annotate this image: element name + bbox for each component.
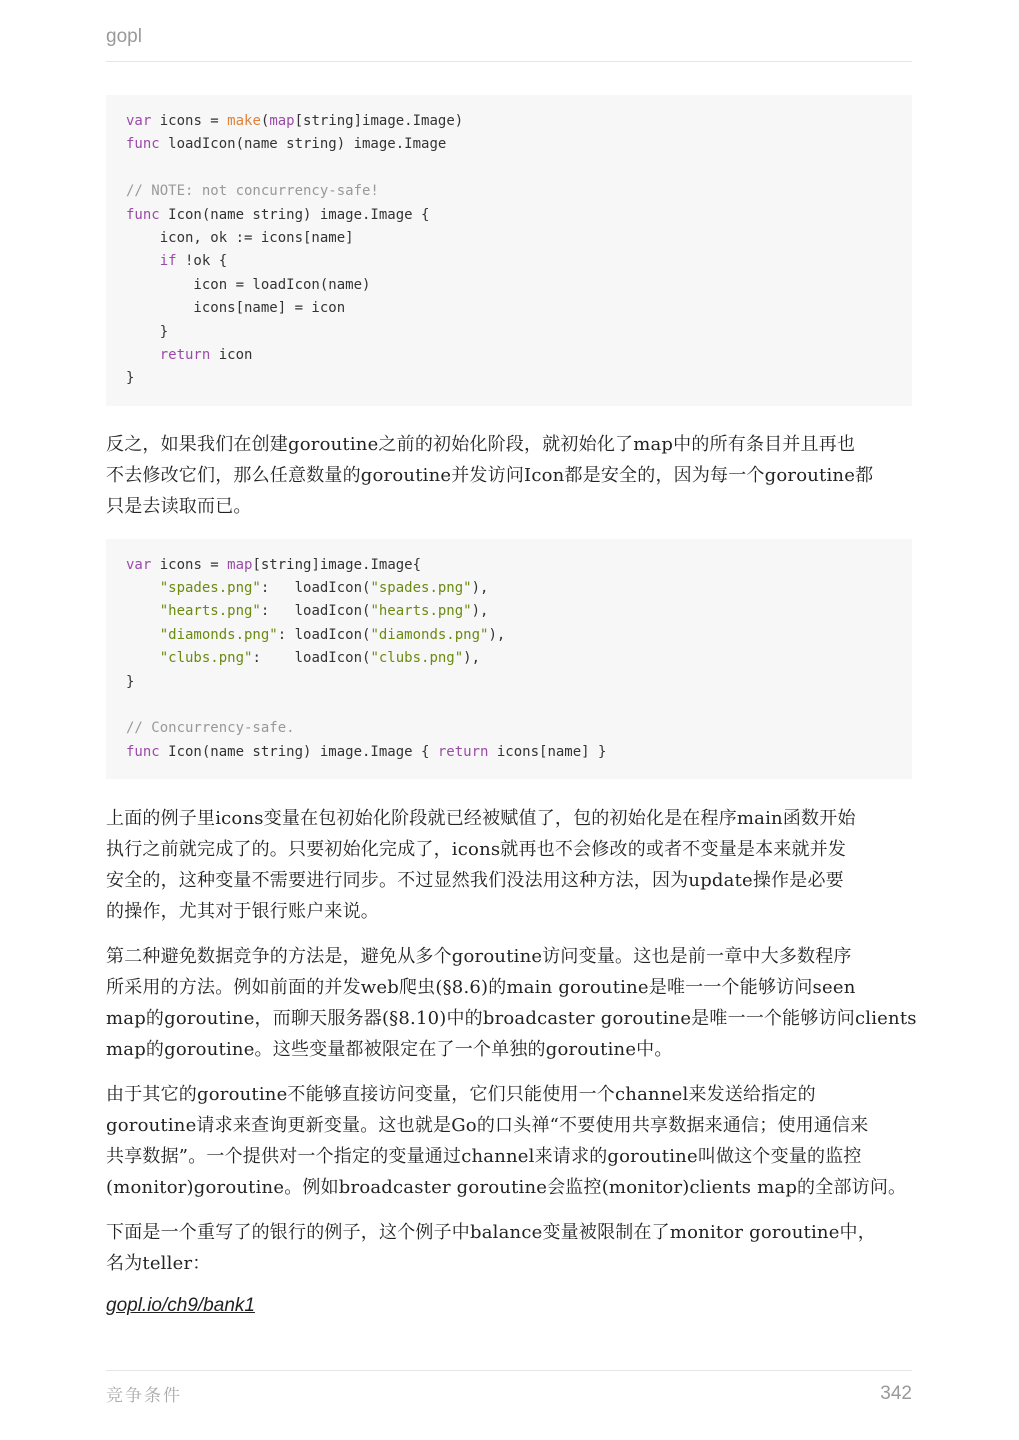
text-line: 只是去读取而已。 [106,495,252,517]
text-line: 不去修改它们，那么任意数量的goroutine并发访问Icon都是安全的，因为每一个goroutine都 [106,464,874,486]
code-line [126,741,892,764]
code-text [126,627,160,643]
code-text: } [126,370,135,387]
code-line [126,297,892,320]
code-text [126,253,160,269]
code-text: : loadIcon( [260,603,371,620]
paragraph-monitor-goroutine [106,1079,912,1203]
paragraph-bank-example [106,1217,912,1279]
code-block-icons-unsafe [106,95,912,406]
code-string: "diamonds.png" [370,626,489,643]
code-comment: // NOTE: not concurrency-safe! [126,183,379,200]
code-line [126,321,892,344]
text-line: 上面的例子里icons变量在包初始化阶段就已经被赋值了，包的初始化是在程序main函数开始 [106,808,856,830]
code-text: ), [471,580,489,597]
text-line: 名为teller： [106,1253,211,1275]
code-keyword: func [126,136,160,153]
source-link[interactable]: gopl.io/ch9/bank1 [106,1295,255,1317]
code-keyword: return [437,743,489,760]
code-keyword: var [126,556,152,573]
code-line [126,600,892,623]
code-line [126,344,892,367]
code-string: "hearts.png" [159,603,261,620]
text-line: 由于其它的goroutine不能够直接访问变量，它们只能使用一个channel来发送给指定的 [106,1084,816,1106]
code-line [126,577,892,600]
text-line: 反之，如果我们在创建goroutine之前的初始化阶段，就初始化了map中的所有条目并且再也 [106,433,856,455]
code-text: [string]image.Image{ [252,556,422,573]
code-keyword: func [126,206,160,223]
text-line: (monitor)goroutine。例如broadcaster goroutine会监控(monitor)clients map的全部访问。 [106,1177,907,1199]
text-line: map的goroutine，而聊天服务器(§8.10)中的broadcaster goroutine是唯一一个能够访问clients [106,1008,917,1030]
code-keyword: return [159,346,211,363]
code-string: "spades.png" [370,580,472,597]
code-line [126,647,892,670]
source-link-row [106,1295,912,1317]
paragraph-init-before-goroutine [106,429,912,522]
code-text: icon [210,346,253,363]
text-line: 执行之前就完成了的。只要初始化完成了，icons就再也不会修改的或者不变量是本来就并发 [106,839,847,861]
paragraph-avoid-multiple-goroutines [106,941,917,1065]
code-line [126,274,892,297]
chapter-name: 竞争条件 [106,1386,182,1406]
page-header [106,24,912,62]
text-line: 所采用的方法。例如前面的并发web爬虫(§8.6)的main goroutine是唯一一个能够访问seen [106,977,856,999]
code-text: ( [260,113,270,129]
code-text: icons = [151,556,228,573]
code-text: icon, ok := icons[name] [126,229,354,246]
page-content [106,95,917,1317]
code-keyword: var [126,113,152,129]
code-keyword: map [269,113,295,129]
code-string: "diamonds.png" [159,626,278,643]
code-line [126,671,892,694]
code-text [126,603,160,619]
page-number: 342 [880,1383,912,1404]
code-text [126,580,160,596]
text-line: goroutine请求来查询更新变量。这也就是Go的口头禅“不要使用共享数据来通信；使用通信来 [106,1115,869,1137]
code-text: ), [488,626,506,643]
text-line: 第二种避免数据竞争的方法是，避免从多个goroutine访问变量。这也是前一章中大多数程序 [106,946,852,968]
code-keyword: if [159,253,177,270]
code-comment: // Concurrency-safe. [126,720,295,737]
code-line [126,717,892,740]
code-line [126,367,892,390]
code-text: : loadIcon( [260,580,371,597]
page-footer [106,1370,912,1421]
code-text: !ok { [176,253,228,270]
code-text: Icon(name string) image.Image { [159,743,438,760]
code-text: : loadIcon( [252,650,371,667]
code-line [126,157,892,180]
code-line [126,227,892,250]
text-line: 共享数据”。一个提供对一个指定的变量通过channel来请求的goroutine叫做这个变量的监控 [106,1146,862,1168]
code-text [126,650,160,666]
paragraph-package-init [106,803,912,927]
code-line [126,694,892,717]
code-line [126,133,892,156]
code-text: icon = loadIcon(name) [126,276,371,293]
code-string: "clubs.png" [159,650,253,667]
code-text: icons[name] = icon [126,300,346,317]
code-line [126,250,892,273]
code-block-icons-safe [106,539,912,780]
code-text: ), [463,650,481,667]
code-keyword: func [126,743,160,760]
code-text: icons[name] } [488,743,607,760]
code-builtin: make [227,113,261,129]
code-line [126,624,892,647]
text-line: 下面是一个重写了的银行的例子，这个例子中balance变量被限制在了monitor goroutine中， [106,1222,876,1244]
text-line: 安全的，这种变量不需要进行同步。不过显然我们没法用这种方法，因为update操作是必要 [106,870,844,892]
code-line [126,554,892,577]
text-line: map的goroutine。这些变量都被限定在了一个单独的goroutine中。 [106,1039,673,1061]
code-keyword: map [227,556,253,573]
code-string: "spades.png" [159,580,261,597]
code-string: "clubs.png" [370,650,464,667]
text-line: 的操作，尤其对于银行账户来说。 [106,901,379,923]
code-text [126,347,160,363]
code-line [126,204,892,227]
code-text: ), [471,603,489,620]
code-text: } [126,673,135,690]
code-line [126,110,892,133]
code-text: [string]image.Image) [294,113,464,129]
book-title: gopl [106,26,142,47]
code-line [126,180,892,203]
code-text: loadIcon(name string) image.Image [159,136,447,153]
code-text: } [126,323,169,340]
code-text: Icon(name string) image.Image { [159,206,430,223]
code-string: "hearts.png" [370,603,472,620]
code-text: icons = [151,113,228,129]
code-text: : loadIcon( [277,626,371,643]
